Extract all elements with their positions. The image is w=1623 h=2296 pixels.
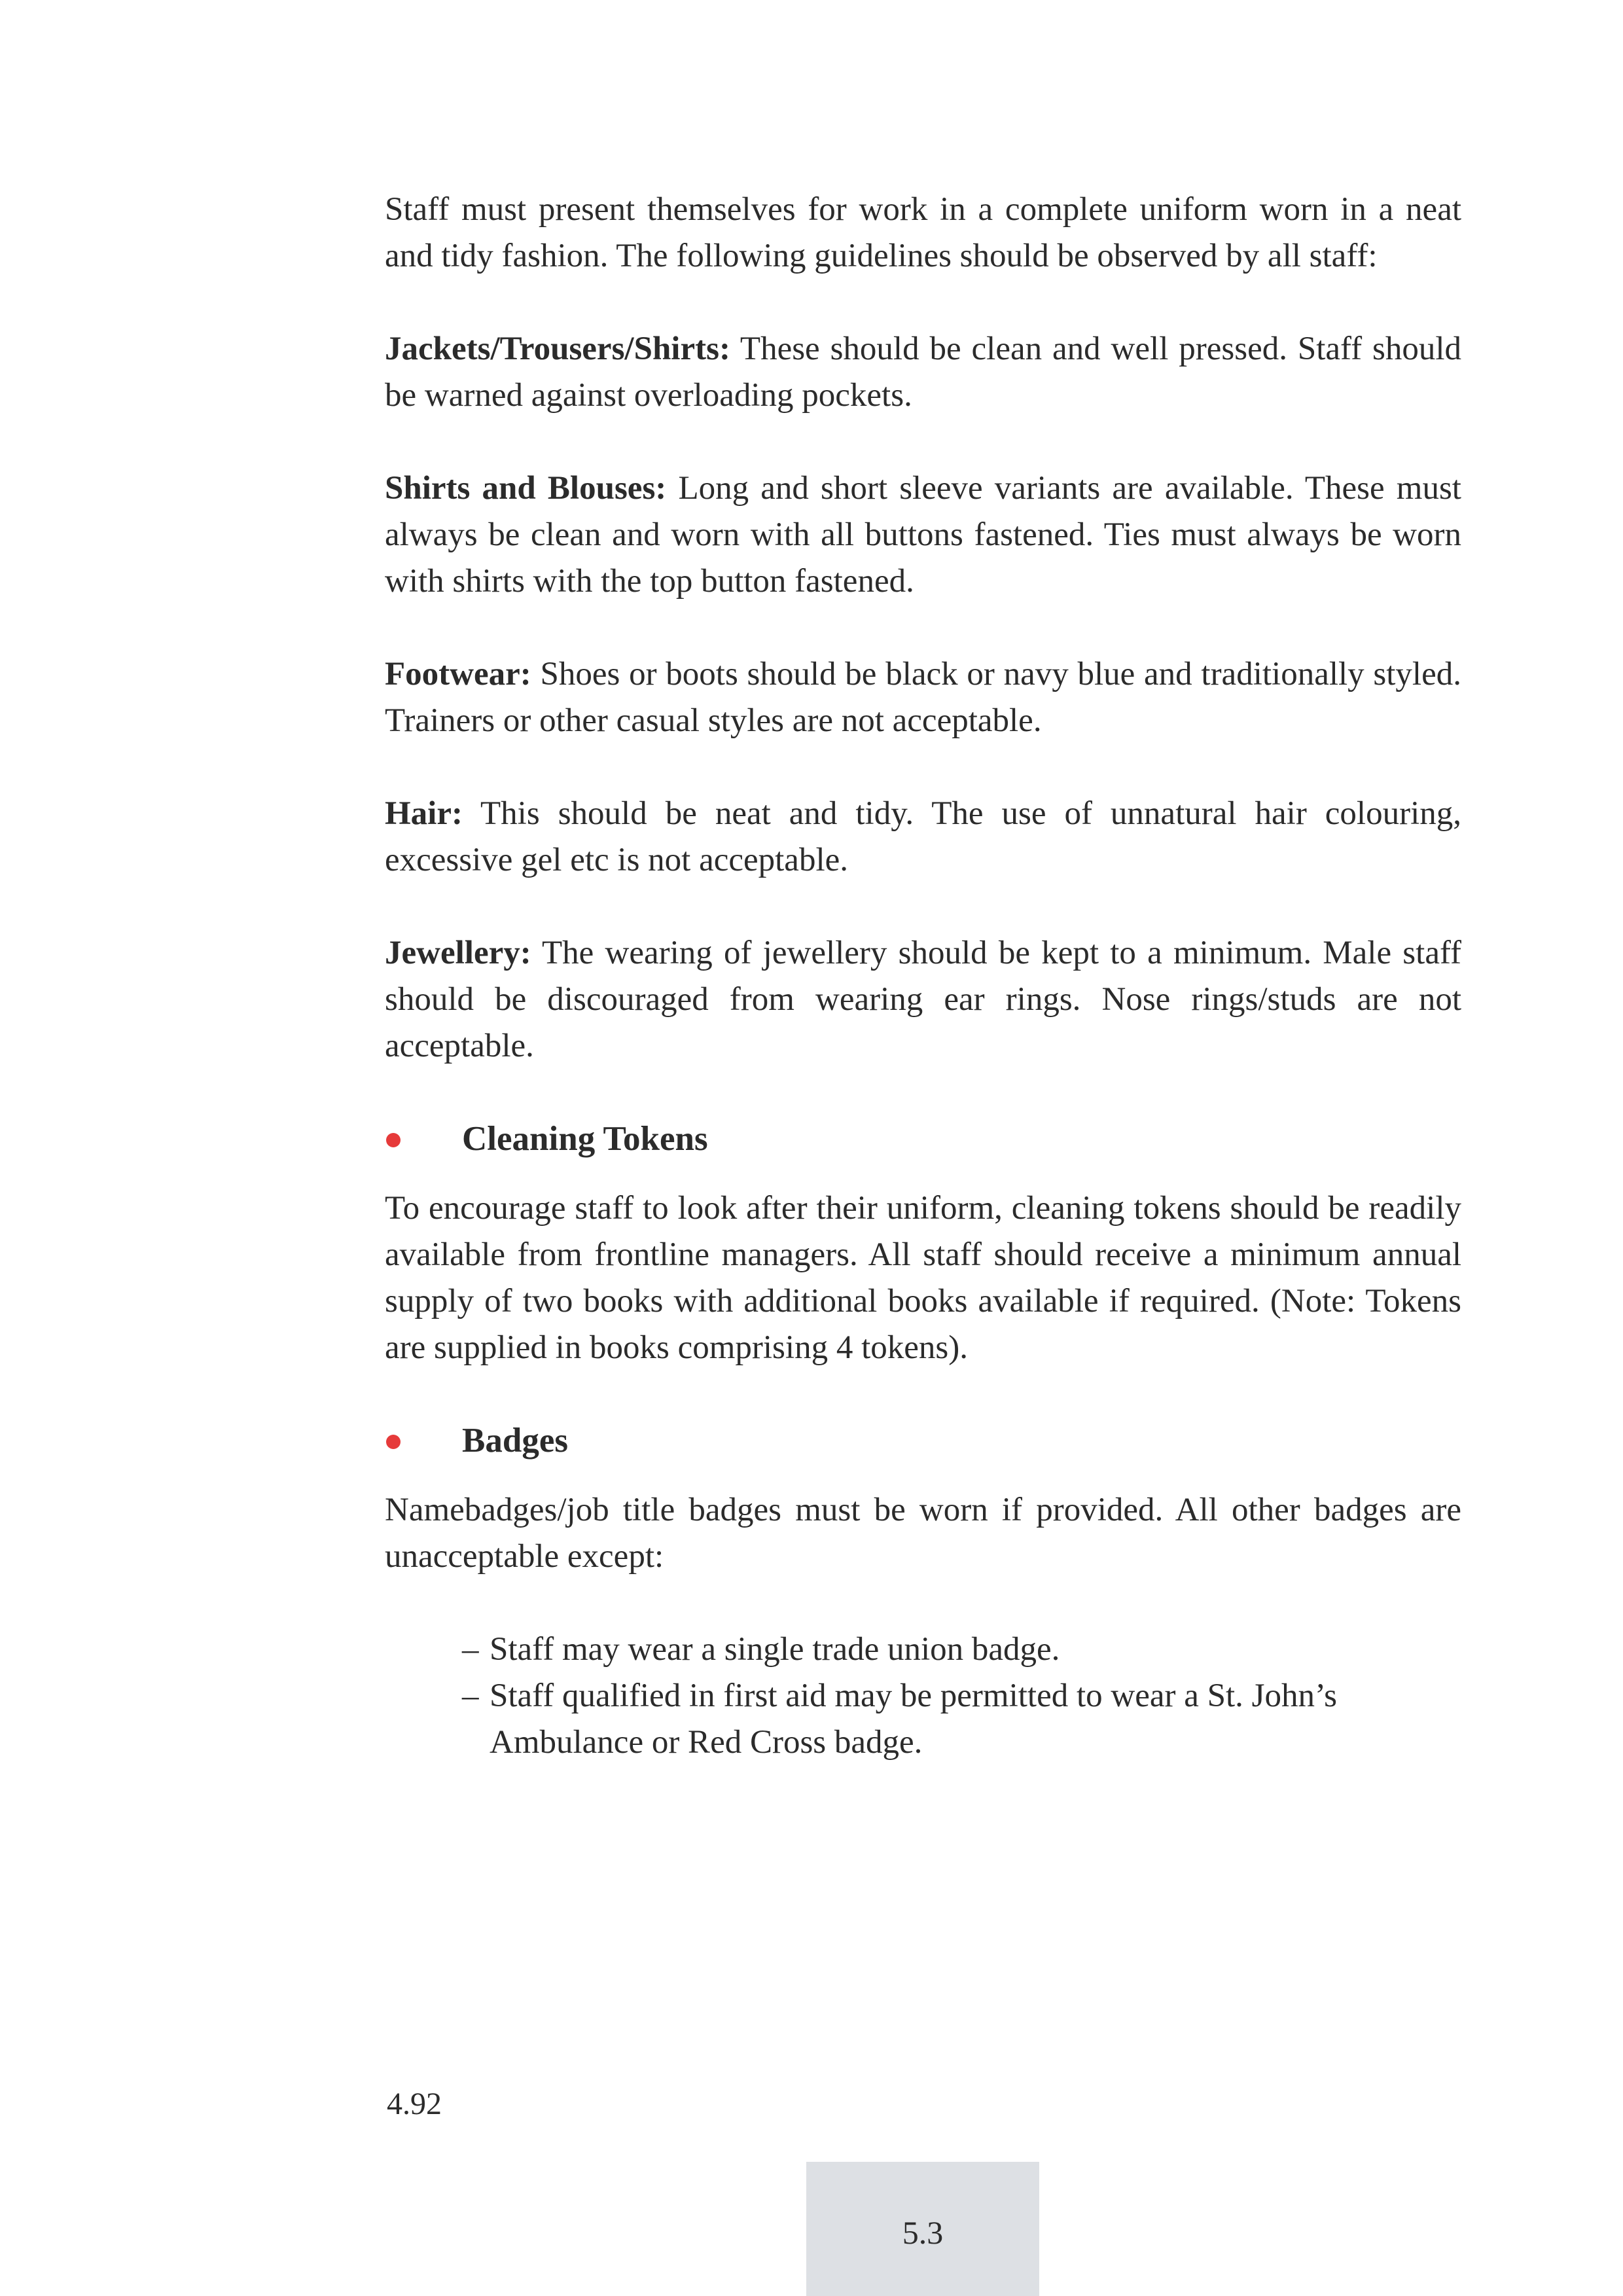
- guideline-term: Shirts and Blouses:: [385, 470, 667, 507]
- badge-exceptions-list: [385, 1626, 1461, 1766]
- guideline-shirts-blouses: [385, 465, 1461, 605]
- guideline-jackets-trousers-shirts: [385, 326, 1461, 419]
- section-tab-number: 5.3: [902, 2214, 944, 2251]
- badges-paragraph: Namebadges/job title badges must be worn if provided. All other badges are unacceptable except:: [385, 1492, 1461, 1575]
- guideline-text: Shoes or boots should be black or navy blue and traditionally styled. Trainers or other casual styles are not acceptable.: [385, 656, 1461, 739]
- page-reference-number: 4.92: [387, 2087, 442, 2121]
- guideline-text: Long and short sleeve variants are available. These must always be clean and worn with all buttons fastened. Ties must always be worn with shirts with the top button fastened.: [385, 470, 1461, 600]
- guideline-term: Footwear:: [385, 656, 531, 692]
- cleaning-tokens-paragraph: To encourage staff to look after their uniform, cleaning tokens should be readily available from frontline managers. All staff should receive a minimum annual supply of two books with additional books available if required. (Note: Tokens are supplied in books comprising 4 tokens).: [385, 1190, 1461, 1366]
- cleaning-tokens-heading: [385, 1116, 1461, 1162]
- guideline-text: These should be clean and well pressed. Staff should be warned against overloading pockets.: [385, 331, 1461, 414]
- guideline-text: This should be neat and tidy. The use of unnatural hair colouring, excessive gel etc is not acceptable.: [385, 795, 1461, 878]
- badges-title: Badges: [462, 1422, 568, 1460]
- list-item-text: Staff qualified in first aid may be permitted to wear a St. John’s Ambulance or Red Cross badge.: [490, 1677, 1338, 1761]
- bullet-icon: [386, 1133, 401, 1147]
- page-content: [385, 187, 1461, 1766]
- guideline-jewellery: [385, 930, 1461, 1069]
- section-tab: [806, 2162, 1039, 2296]
- badges-heading: [385, 1418, 1461, 1464]
- list-item-text: Staff may wear a single trade union badge.: [490, 1631, 1060, 1668]
- list-item: [462, 1673, 1461, 1766]
- dash-marker: –: [462, 1677, 479, 1714]
- guideline-term: Jewellery:: [385, 935, 531, 971]
- intro-paragraph: Staff must present themselves for work in a complete uniform worn in a neat and tidy fashion. The following guidelines should be observed by all staff:: [385, 191, 1461, 274]
- dash-marker: –: [462, 1631, 479, 1668]
- guideline-term: Hair:: [385, 795, 463, 832]
- bullet-icon: [386, 1435, 401, 1449]
- guideline-term: Jackets/Trousers/Shirts:: [385, 331, 730, 367]
- cleaning-tokens-title: Cleaning Tokens: [462, 1120, 708, 1158]
- guideline-hair: [385, 791, 1461, 884]
- guideline-text: The wearing of jewellery should be kept to a minimum. Male staff should be discouraged from wearing ear rings. Nose rings/studs are not acceptable.: [385, 935, 1461, 1064]
- guideline-footwear: [385, 651, 1461, 744]
- list-item: [462, 1626, 1461, 1673]
